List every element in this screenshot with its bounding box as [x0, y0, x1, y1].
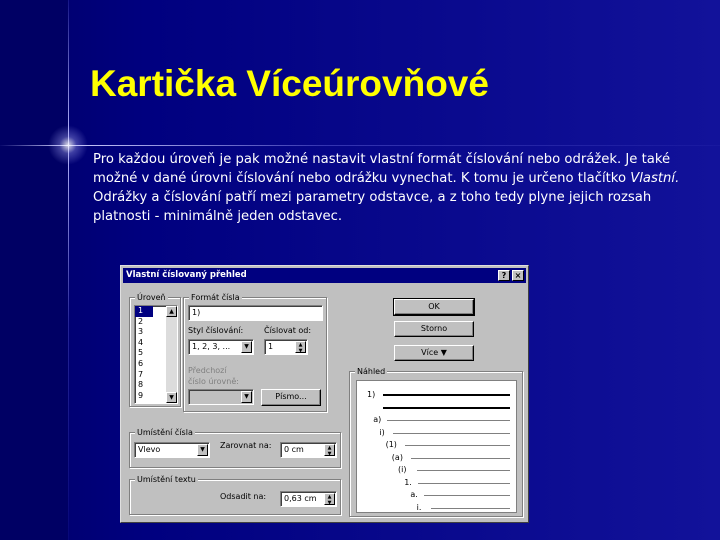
preview-marker: i): [379, 427, 385, 437]
preview-row: [357, 477, 516, 489]
level-label: Úroveň: [137, 293, 166, 302]
number-align-value: Vlevo: [138, 445, 161, 454]
indent-at-spinner[interactable]: [280, 491, 337, 507]
level-item[interactable]: 1: [135, 306, 153, 317]
preview-line: [431, 508, 510, 509]
slide-body: [93, 150, 703, 226]
number-format-group: [183, 293, 327, 412]
decorative-horizontal-line: [0, 145, 720, 146]
dialog-title-bar: [123, 268, 526, 283]
preview-area: [356, 380, 517, 513]
chevron-down-icon[interactable]: ▼: [241, 341, 252, 353]
scroll-up-icon[interactable]: ▲: [166, 306, 177, 317]
spinner-arrows-icon[interactable]: ▲ ▼: [324, 493, 335, 505]
preview-line: [393, 433, 510, 434]
level-item[interactable]: 8: [138, 380, 144, 390]
spinner-arrows-icon[interactable]: ▲ ▼: [324, 444, 335, 456]
chevron-down-icon[interactable]: ▼: [197, 444, 208, 456]
level-item[interactable]: 2: [138, 316, 144, 326]
numbering-style-select[interactable]: [188, 339, 254, 355]
indent-at-label: Odsadit na:: [220, 492, 267, 501]
dialog-title: Vlastní číslovaný přehled: [126, 270, 247, 280]
previous-level-select[interactable]: [188, 389, 254, 405]
start-at-spinner[interactable]: [264, 339, 308, 355]
paragraph-1-italic: Vlastní.: [630, 171, 680, 186]
level-item[interactable]: 9: [138, 390, 144, 400]
level-item[interactable]: 6: [138, 358, 144, 368]
preview-line: [411, 458, 510, 459]
preview-line: [383, 407, 510, 409]
preview-group: [349, 367, 523, 517]
number-position-group: [129, 428, 341, 468]
preview-row: [357, 389, 516, 401]
level-list[interactable]: [134, 305, 178, 404]
previous-level-label-1: Předchozí: [188, 366, 227, 375]
preview-marker: a.: [410, 490, 418, 499]
preview-row: [357, 402, 516, 414]
preview-line: [383, 394, 510, 396]
text-position-label: Umístění textu: [137, 475, 196, 484]
number-position-label: Umístění čísla: [137, 428, 193, 437]
preview-label: Náhled: [357, 367, 386, 376]
aligned-at-spinner[interactable]: [280, 442, 337, 458]
text-position-group: [129, 475, 341, 515]
number-align-select[interactable]: [134, 442, 210, 458]
indent-at-value: 0,63 cm: [284, 494, 317, 503]
numbering-style-label: Styl číslování:: [188, 326, 244, 335]
preview-row: [357, 414, 516, 426]
preview-marker: a): [373, 415, 382, 424]
preview-marker: i.: [416, 502, 422, 512]
slide-title: Kartička Víceúrovňové: [90, 63, 489, 104]
chevron-down-icon[interactable]: ▼: [241, 391, 252, 403]
number-format-input[interactable]: [188, 305, 323, 321]
decorative-vertical-line: [68, 0, 69, 540]
level-item[interactable]: 4: [138, 337, 144, 347]
previous-level-label-2: číslo úrovně:: [188, 377, 239, 386]
preview-row: [357, 464, 516, 476]
start-at-value: 1: [268, 342, 274, 351]
scroll-down-icon[interactable]: ▼: [166, 392, 177, 403]
close-button[interactable]: ×: [512, 270, 524, 281]
paragraph-1: Pro každou úroveň je pak možné nastavit vlastní formát číslování nebo odrážek. Je také možné v dané úrovni číslování nebo odrážku vynechat. K tomu je určeno tlačítko Vlastní.: [93, 152, 680, 186]
ok-button[interactable]: OK: [394, 299, 474, 315]
preview-row: [357, 502, 516, 514]
preview-row: [357, 452, 516, 464]
decorative-star-glow: [48, 125, 88, 165]
preview-row: [357, 439, 516, 451]
preview-marker: (a): [391, 452, 403, 462]
paragraph-2: Odrážky a číslování patří mezi parametry odstavce, a z toho tedy plyne jejich rozsah platnosti - minimálně jeden odstavec.: [93, 190, 652, 224]
numbering-style-value: 1, 2, 3, ...: [192, 342, 231, 351]
preview-line: [418, 483, 510, 484]
preview-marker: 1): [367, 390, 376, 399]
start-at-label: Číslovat od:: [264, 326, 312, 335]
preview-marker: (i): [398, 465, 407, 474]
cancel-button[interactable]: Storno: [394, 321, 474, 337]
preview-row: [357, 489, 516, 501]
more-button[interactable]: Více ▼: [394, 345, 474, 361]
preview-line: [424, 495, 510, 496]
preview-marker: (1): [385, 440, 397, 449]
level-scrollbar[interactable]: [166, 306, 177, 403]
help-button[interactable]: ?: [498, 270, 510, 281]
preview-marker: 1.: [404, 477, 412, 487]
number-format-value: 1): [192, 308, 201, 317]
aligned-at-value: 0 cm: [284, 445, 304, 454]
preview-row: [357, 427, 516, 439]
level-item[interactable]: 5: [138, 348, 144, 358]
number-format-label: Formát čísla: [191, 293, 240, 302]
custom-numbering-dialog: [120, 265, 529, 523]
aligned-at-label: Zarovnat na:: [220, 441, 272, 450]
level-item[interactable]: 3: [138, 327, 144, 337]
spinner-arrows-icon[interactable]: ▲ ▼: [295, 341, 306, 353]
font-button[interactable]: Písmo...: [261, 389, 321, 406]
preview-line: [387, 420, 510, 421]
preview-line: [405, 445, 510, 446]
slide-left-band: [0, 0, 68, 540]
level-group: [129, 293, 181, 407]
level-item[interactable]: 7: [138, 369, 144, 379]
preview-line: [417, 470, 510, 471]
